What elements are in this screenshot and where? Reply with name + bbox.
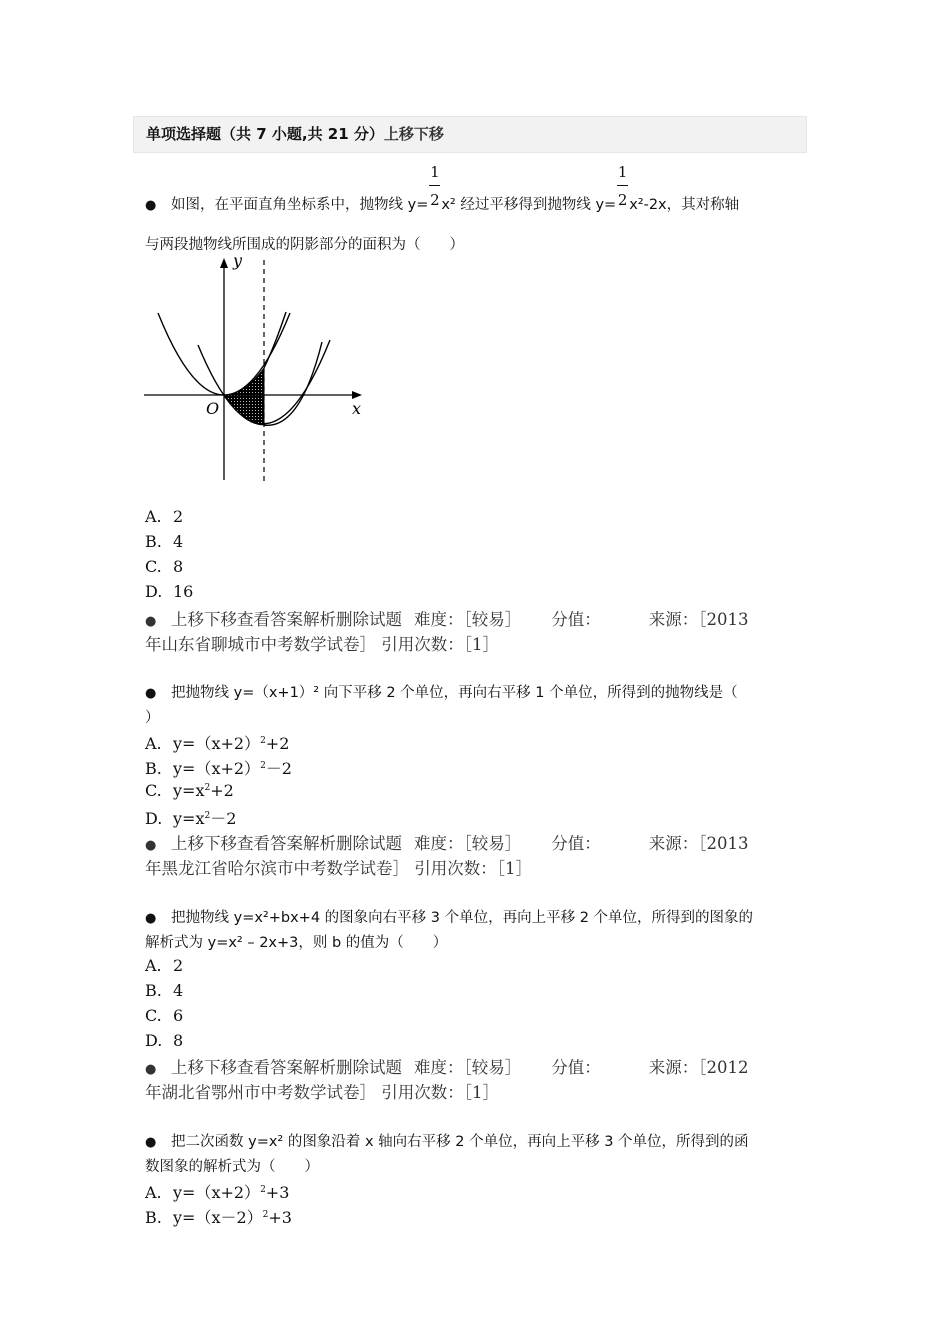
fraction-1-numerator: 1 <box>430 163 440 181</box>
x-axis-arrow <box>352 391 362 399</box>
cite-count: 引用次数：［1］ <box>381 1083 499 1102</box>
q1-line2: 与两段抛物线所围成的阴影部分的面积为（ ） <box>145 237 464 253</box>
difficulty: 难度：［较易］ <box>414 834 522 853</box>
q2-meta-line2 <box>145 855 532 879</box>
option-b[interactable]: B. $y=(x-2)^2+3$ <box>145 1208 292 1227</box>
question-actions[interactable]: 上移下移查看答案解析删除试题 <box>171 834 402 853</box>
option-a[interactable]: A. $y=(x+2)^2+2$ <box>145 734 290 753</box>
source-cont: 年黑龙江省哈尔滨市中考数学试卷］ <box>145 859 409 878</box>
source: 来源：［2013 <box>648 610 749 629</box>
origin-label: O <box>206 399 220 418</box>
q1-meta-line1: ● 上移下移查看答案解析删除试题 难度：［较易］ 分值： 来源：［2013 <box>145 610 749 629</box>
cite-count: 引用次数：［1］ <box>414 859 532 878</box>
option-b[interactable]: B. 4 <box>145 981 184 1000</box>
q3-line2: 解析式为 y=x² – 2x+3，则 b 的值为（ ） <box>145 935 448 951</box>
q2-meta-line1: ● 上移下移查看答案解析删除试题 难度：［较易］ 分值： 来源：［2013 <box>145 834 749 853</box>
option-a[interactable]: A. $y=(x+2)^2+3$ <box>145 1183 290 1202</box>
q4-line1 <box>145 1130 749 1151</box>
source: 来源：［2012 <box>648 1058 749 1077</box>
fraction-2-denominator: 2 <box>617 191 628 209</box>
fraction-bar <box>617 185 628 186</box>
source-cont: 年湖北省鄂州市中考数学试卷］ <box>145 1083 376 1102</box>
q3-meta-line2 <box>145 1079 499 1103</box>
y-axis-arrow <box>220 258 228 268</box>
y-axis-label: y <box>233 251 243 270</box>
q1-meta-line2 <box>145 631 499 655</box>
section-title: 单项选择题（共 7 小题,共 21 分） <box>146 125 384 143</box>
cite-count: 引用次数：［1］ <box>381 635 499 654</box>
q2-text: 把抛物线 y=（x+1）² 向下平移 2 个单位，再向右平移 1 个单位，所得到的抛物线是（ <box>171 685 738 701</box>
q1-line1 <box>145 163 740 225</box>
option-a[interactable]: A. 2 <box>145 956 184 975</box>
x-axis-label: x <box>352 399 362 418</box>
move-up-down-controls[interactable]: 上移下移 <box>383 125 444 143</box>
fraction-2 <box>617 163 628 225</box>
score: 分值： <box>551 834 601 853</box>
option-d[interactable]: D. 16 <box>145 582 194 601</box>
option-b[interactable]: B. 4 <box>145 532 184 551</box>
q1-text-part2: x² 经过平移得到抛物线 y= <box>441 197 617 213</box>
q1-text-part1: 如图，在平面直角坐标系中，抛物线 y= <box>171 197 429 213</box>
bullet: ● <box>145 911 157 926</box>
fraction-2-numerator: 1 <box>617 163 628 181</box>
q1-figure <box>140 250 370 485</box>
question-actions[interactable]: 上移下移查看答案解析删除试题 <box>171 610 402 629</box>
option-a[interactable]: A. 2 <box>145 507 184 526</box>
q3-meta-line1: ● 上移下移查看答案解析删除试题 难度：［较易］ 分值： 来源：［2012 <box>145 1058 749 1077</box>
parabola-2-right <box>264 342 322 425</box>
difficulty: 难度：［较易］ <box>414 1058 522 1077</box>
fraction-1-denominator: 2 <box>430 191 440 209</box>
fraction-bar <box>429 185 440 186</box>
option-d[interactable]: D. $y=x^2-2$ <box>145 809 237 828</box>
option-c[interactable]: C. $y=x^2+2$ <box>145 781 234 800</box>
bullet: ● <box>145 198 157 213</box>
q1-text-part3: x²-2x，其对称轴 <box>629 197 740 213</box>
q2-line2: ） <box>145 710 160 726</box>
score: 分值： <box>551 1058 601 1077</box>
q4-text: 把二次函数 y=x² 的图象沿着 x 轴向右平移 2 个单位，再向上平移 3 个单位，所得到的函 <box>171 1134 749 1150</box>
bullet: ● <box>145 1135 157 1150</box>
parabola-1-upper <box>264 312 286 368</box>
source-cont: 年山东省聊城市中考数学试卷］ <box>145 635 376 654</box>
source: 来源：［2013 <box>648 834 749 853</box>
q3-text: 把抛物线 y=x²+bx+4 的图象向右平移 3 个单位，再向上平移 2 个单位，所得到的图象的 <box>171 910 754 926</box>
q2-line1 <box>145 681 738 702</box>
option-c[interactable]: C. 8 <box>145 557 184 576</box>
difficulty: 难度：［较易］ <box>414 610 522 629</box>
fraction-1 <box>429 163 440 225</box>
question-actions[interactable]: 上移下移查看答案解析删除试题 <box>171 1058 402 1077</box>
score: 分值： <box>551 610 601 629</box>
option-c[interactable]: C. 6 <box>145 1006 184 1025</box>
section-header <box>133 116 807 153</box>
bullet: ● <box>145 686 157 701</box>
q4-line2: 数图象的解析式为（ ） <box>145 1159 319 1175</box>
option-b[interactable]: B. $y=(x+2)^2-2$ <box>145 759 292 778</box>
q3-line1 <box>145 906 753 927</box>
option-d[interactable]: D. 8 <box>145 1031 184 1050</box>
